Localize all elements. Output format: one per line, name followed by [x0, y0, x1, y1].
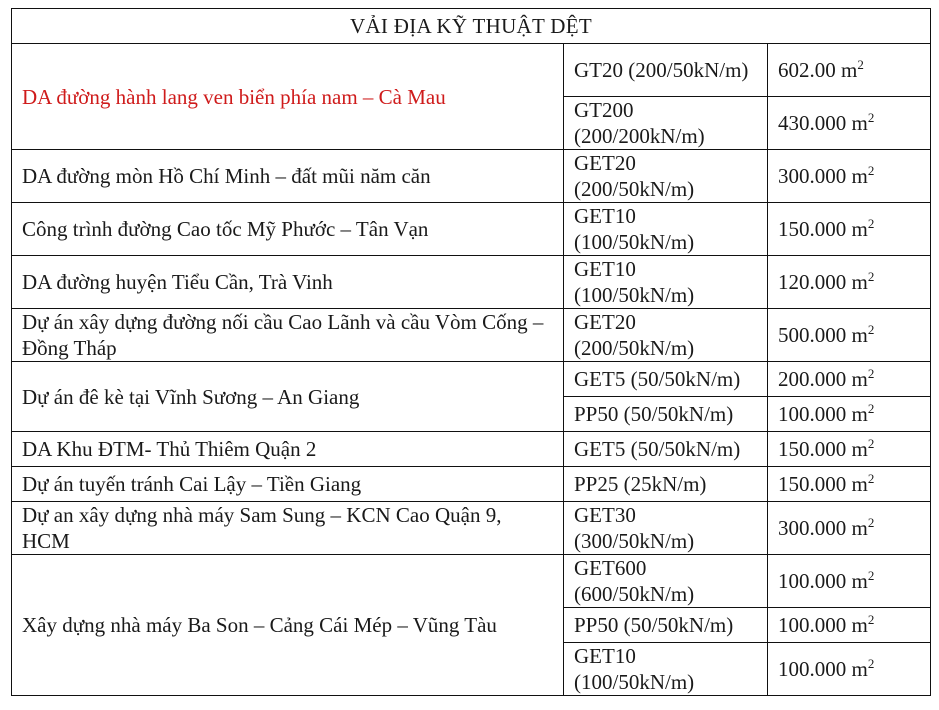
unit-exponent: 2	[867, 322, 875, 337]
document-page	[11, 8, 931, 696]
quantity	[768, 397, 931, 432]
unit: m	[851, 111, 868, 135]
quantity	[768, 97, 931, 150]
unit-exponent: 2	[867, 216, 875, 231]
unit: m	[851, 613, 868, 637]
quantity	[768, 362, 931, 397]
fabric-spec: GET600 (600/50kN/m)	[564, 555, 768, 608]
unit: m	[851, 402, 868, 426]
quantity-value: 120.000	[778, 270, 847, 294]
quantity	[768, 432, 931, 467]
fabric-spec: PP25 (25kN/m)	[564, 467, 768, 502]
unit: m	[851, 217, 868, 241]
quantity-value: 500.000	[778, 323, 847, 347]
quantity	[768, 44, 931, 97]
unit-exponent: 2	[867, 436, 875, 451]
unit: m	[851, 164, 868, 188]
quantity	[768, 643, 931, 696]
project-name: Công trình đường Cao tốc Mỹ Phước – Tân Vạn	[12, 203, 564, 256]
unit-exponent: 2	[867, 163, 875, 178]
table-row	[12, 502, 931, 555]
quantity-value: 100.000	[778, 613, 847, 637]
table-row	[12, 555, 931, 608]
unit-exponent: 2	[867, 110, 875, 125]
project-name: Dự an xây dựng nhà máy Sam Sung – KCN Cao Quận 9, HCM	[12, 502, 564, 555]
unit: m	[851, 437, 868, 461]
unit-exponent: 2	[867, 401, 875, 416]
table-title: VẢI ĐỊA KỸ THUẬT DỆT	[12, 9, 931, 44]
geotextile-projects-table	[11, 8, 931, 696]
quantity	[768, 608, 931, 643]
unit: m	[851, 323, 868, 347]
table-row	[12, 309, 931, 362]
fabric-spec: PP50 (50/50kN/m)	[564, 397, 768, 432]
project-name: Dự án tuyến tránh Cai Lậy – Tiền Giang	[12, 467, 564, 502]
project-name: DA Khu ĐTM- Thủ Thiêm Quận 2	[12, 432, 564, 467]
unit-exponent: 2	[867, 471, 875, 486]
project-name: Xây dựng nhà máy Ba Son – Cảng Cái Mép – Vũng Tàu	[12, 555, 564, 696]
project-name: Dự án xây dựng đường nối cầu Cao Lãnh và cầu Vòm Cống – Đồng Tháp	[12, 309, 564, 362]
unit: m	[851, 367, 868, 391]
unit: m	[851, 657, 868, 681]
quantity	[768, 150, 931, 203]
quantity	[768, 555, 931, 608]
unit-exponent: 2	[867, 269, 875, 284]
quantity	[768, 502, 931, 555]
quantity-value: 100.000	[778, 569, 847, 593]
table-row	[12, 150, 931, 203]
project-name: DA đường huyện Tiểu Cần, Trà Vinh	[12, 256, 564, 309]
fabric-spec: PP50 (50/50kN/m)	[564, 608, 768, 643]
quantity-value: 150.000	[778, 437, 847, 461]
table-row	[12, 203, 931, 256]
unit: m	[851, 516, 868, 540]
quantity-value: 430.000	[778, 111, 847, 135]
table-row	[12, 256, 931, 309]
fabric-spec: GET20 (200/50kN/m)	[564, 309, 768, 362]
fabric-spec: GET5 (50/50kN/m)	[564, 432, 768, 467]
quantity	[768, 467, 931, 502]
unit: m	[851, 472, 868, 496]
quantity-value: 150.000	[778, 217, 847, 241]
quantity	[768, 309, 931, 362]
unit: m	[841, 58, 858, 82]
table-row	[12, 44, 931, 97]
fabric-spec: GT200 (200/200kN/m)	[564, 97, 768, 150]
table-row	[12, 467, 931, 502]
table-row	[12, 432, 931, 467]
unit-exponent: 2	[867, 515, 875, 530]
fabric-spec: GET20 (200/50kN/m)	[564, 150, 768, 203]
quantity-value: 150.000	[778, 472, 847, 496]
table-row	[12, 362, 931, 397]
quantity-value: 200.000	[778, 367, 847, 391]
fabric-spec: GET30 (300/50kN/m)	[564, 502, 768, 555]
project-name: DA đường hành lang ven biển phía nam – Cà Mau	[12, 44, 564, 150]
quantity-value: 100.000	[778, 657, 847, 681]
unit-exponent: 2	[867, 366, 875, 381]
unit-exponent: 2	[867, 612, 875, 627]
unit-exponent: 2	[867, 656, 875, 671]
quantity-value: 300.000	[778, 164, 847, 188]
fabric-spec: GET10 (100/50kN/m)	[564, 643, 768, 696]
fabric-spec: GET10 (100/50kN/m)	[564, 203, 768, 256]
unit-exponent: 2	[857, 57, 864, 72]
project-name: DA đường mòn Hồ Chí Minh – đất mũi năm căn	[12, 150, 564, 203]
fabric-spec: GET5 (50/50kN/m)	[564, 362, 768, 397]
fabric-spec: GET10 (100/50kN/m)	[564, 256, 768, 309]
fabric-spec: GT20 (200/50kN/m)	[564, 44, 768, 97]
table-title-row	[12, 9, 931, 44]
quantity-value: 300.000	[778, 516, 847, 540]
quantity-value: 602.00	[778, 58, 836, 82]
quantity-value: 100.000	[778, 402, 847, 426]
unit: m	[851, 270, 868, 294]
quantity	[768, 256, 931, 309]
project-name: Dự án đê kè tại Vĩnh Sương – An Giang	[12, 362, 564, 432]
unit-exponent: 2	[867, 568, 875, 583]
quantity	[768, 203, 931, 256]
unit: m	[851, 569, 868, 593]
